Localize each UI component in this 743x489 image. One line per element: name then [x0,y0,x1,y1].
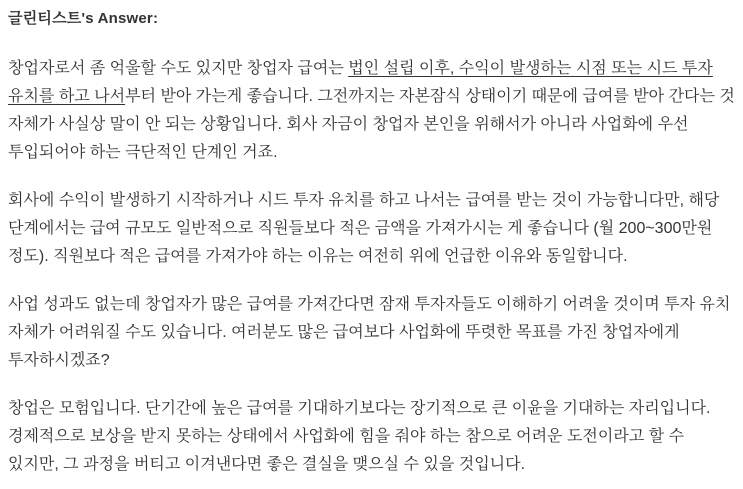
underlined-text: 법인 설립 이후, 수익이 발생하는 시점 또는 시드 투자 유치를 하고 나서 [8,60,713,105]
paragraph-text: 부터 받아 가는게 좋습니다. 그전까지는 자본잠식 상태이기 때문에 급여를 받아 간다는 것 자체가 사실상 말이 안 되는 상황입니다. 회사 자금이 창업자 본인을 위해서가 아니라 사업화에 우선 투입되어야 하는 극단적인 단계인 거죠. [8,88,735,161]
answer-paragraph-1 [8,55,735,167]
answer-heading: 글린티스트's Answer: [8,10,159,27]
answer-paragraph-3: 사업 성과도 없는데 창업자가 많은 급여를 가져간다면 잠재 투자자들도 이해하기 어려울 것이며 투자 유치 자체가 어려워질 수도 있습니다. 여러분도 많은 급여보다 사업화에 뚜렷한 목표를 가진 창업자에게 투자하시겠죠? [8,296,731,369]
answer-paragraph-4: 창업은 모험입니다. 단기간에 높은 급여를 기대하기보다는 장기적으로 큰 이윤을 기대하는 자리입니다. 경제적으로 보상을 받지 못하는 상태에서 사업화에 힘을 줘야 하는 참으로 어려운 도전이라고 할 수 있지만, 그 과정을 버티고 이겨낸다면 좋은 결실을 맺으실 수 있을 것입니다. [8,400,711,473]
paragraph-text: 창업자로서 좀 억울할 수도 있지만 창업자 급여는 [8,60,349,77]
answer-paragraph-2: 회사에 수익이 발생하기 시작하거나 시드 투자 유치를 하고 나서는 급여를 받는 것이 가능합니다만, 해당 단계에서는 급여 규모도 일반적으로 직원들보다 적은 금액을 가져가시는 게 좋습니다 (월 200~300만원 정도). 직원보다 적은 급여를 가져가야 하는 이유는 여전히 위에 언급한 이유와 동일합니다. [8,192,720,265]
